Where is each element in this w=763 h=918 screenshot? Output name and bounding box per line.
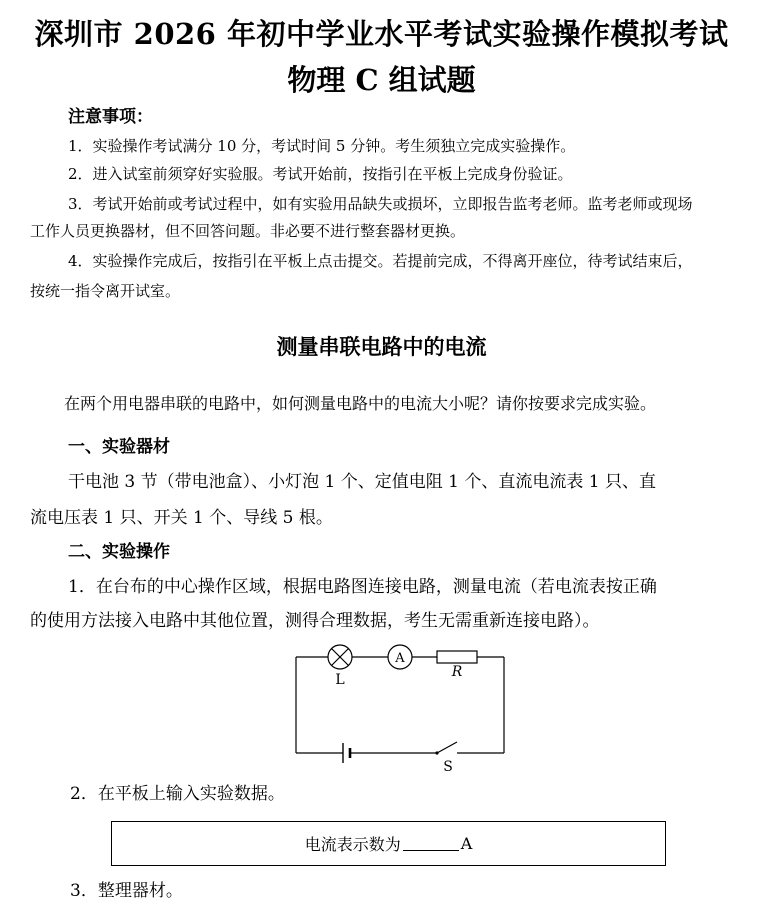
resistor-label: R [451,664,463,680]
materials-line-1: 干电池 3 节（带电池盒）、小灯泡 1 个、定值电阻 1 个、直流电流表 1 只、直 [68,472,656,492]
ammeter-label: A [395,651,405,666]
notice-item-4: 4．实验操作完成后，按指引在平板上点击提交。若提前完成，不得离开座位，待考试结束后， [68,252,693,270]
page-title-line2: 物理 C 组试题 [287,63,476,97]
resistor-symbol [437,651,477,663]
step1-line-1: 1．在台布的中心操作区域，根据电路图连接电路，测量电流（若电流表按正确 [68,577,657,597]
switch-pivot [435,751,438,754]
step1-line-2: 的使用方法接入电路中其他位置，测得合理数据，考生无需重新连接电路）。 [30,611,600,631]
materials-line-2: 流电压表 1 只、开关 1 个、导线 5 根。 [30,508,333,528]
lamp-label: L [335,672,345,688]
answer-unit: A [460,834,473,853]
answer-box[interactable] [111,821,666,866]
switch-blade [437,742,457,753]
answer-blank[interactable] [403,836,459,851]
step2-text: 2．在平板上输入实验数据。 [70,784,285,804]
operation-heading: 二、实验操作 [68,542,170,562]
notice-item-4-cont: 按统一指令离开试室。 [30,282,181,300]
materials-heading: 一、实验器材 [68,437,170,457]
notice-heading: 注意事项： [68,107,153,127]
notice-item-3: 3．考试开始前或考试过程中，如有实验用品缺失或损坏，立即报告监考老师。监考老师或现场 [68,195,693,213]
notice-item-3-cont: 工作人员更换器材，但不回答问题。非必要不进行整套器材更换。 [30,222,466,240]
circuit-diagram [280,640,520,780]
step3-text: 3．整理器材。 [70,881,183,901]
notice-item-2: 2．进入试室前须穿好实验服。考试开始前，按指引在平板上完成身份验证。 [68,165,573,183]
answer-label: 电流表示数为 [304,835,401,854]
notice-item-1: 1．实验操作考试满分 10 分，考试时间 5 分钟。考生须独立完成实验操作。 [68,137,576,155]
page-title-line1: 深圳市 2026 年初中学业水平考试实验操作模拟考试 [34,17,729,51]
experiment-intro: 在两个用电器串联的电路中，如何测量电路中的电流大小呢？请你按要求完成实验。 [64,394,657,413]
switch-label: S [443,759,453,775]
experiment-title: 测量串联电路中的电流 [276,334,487,359]
